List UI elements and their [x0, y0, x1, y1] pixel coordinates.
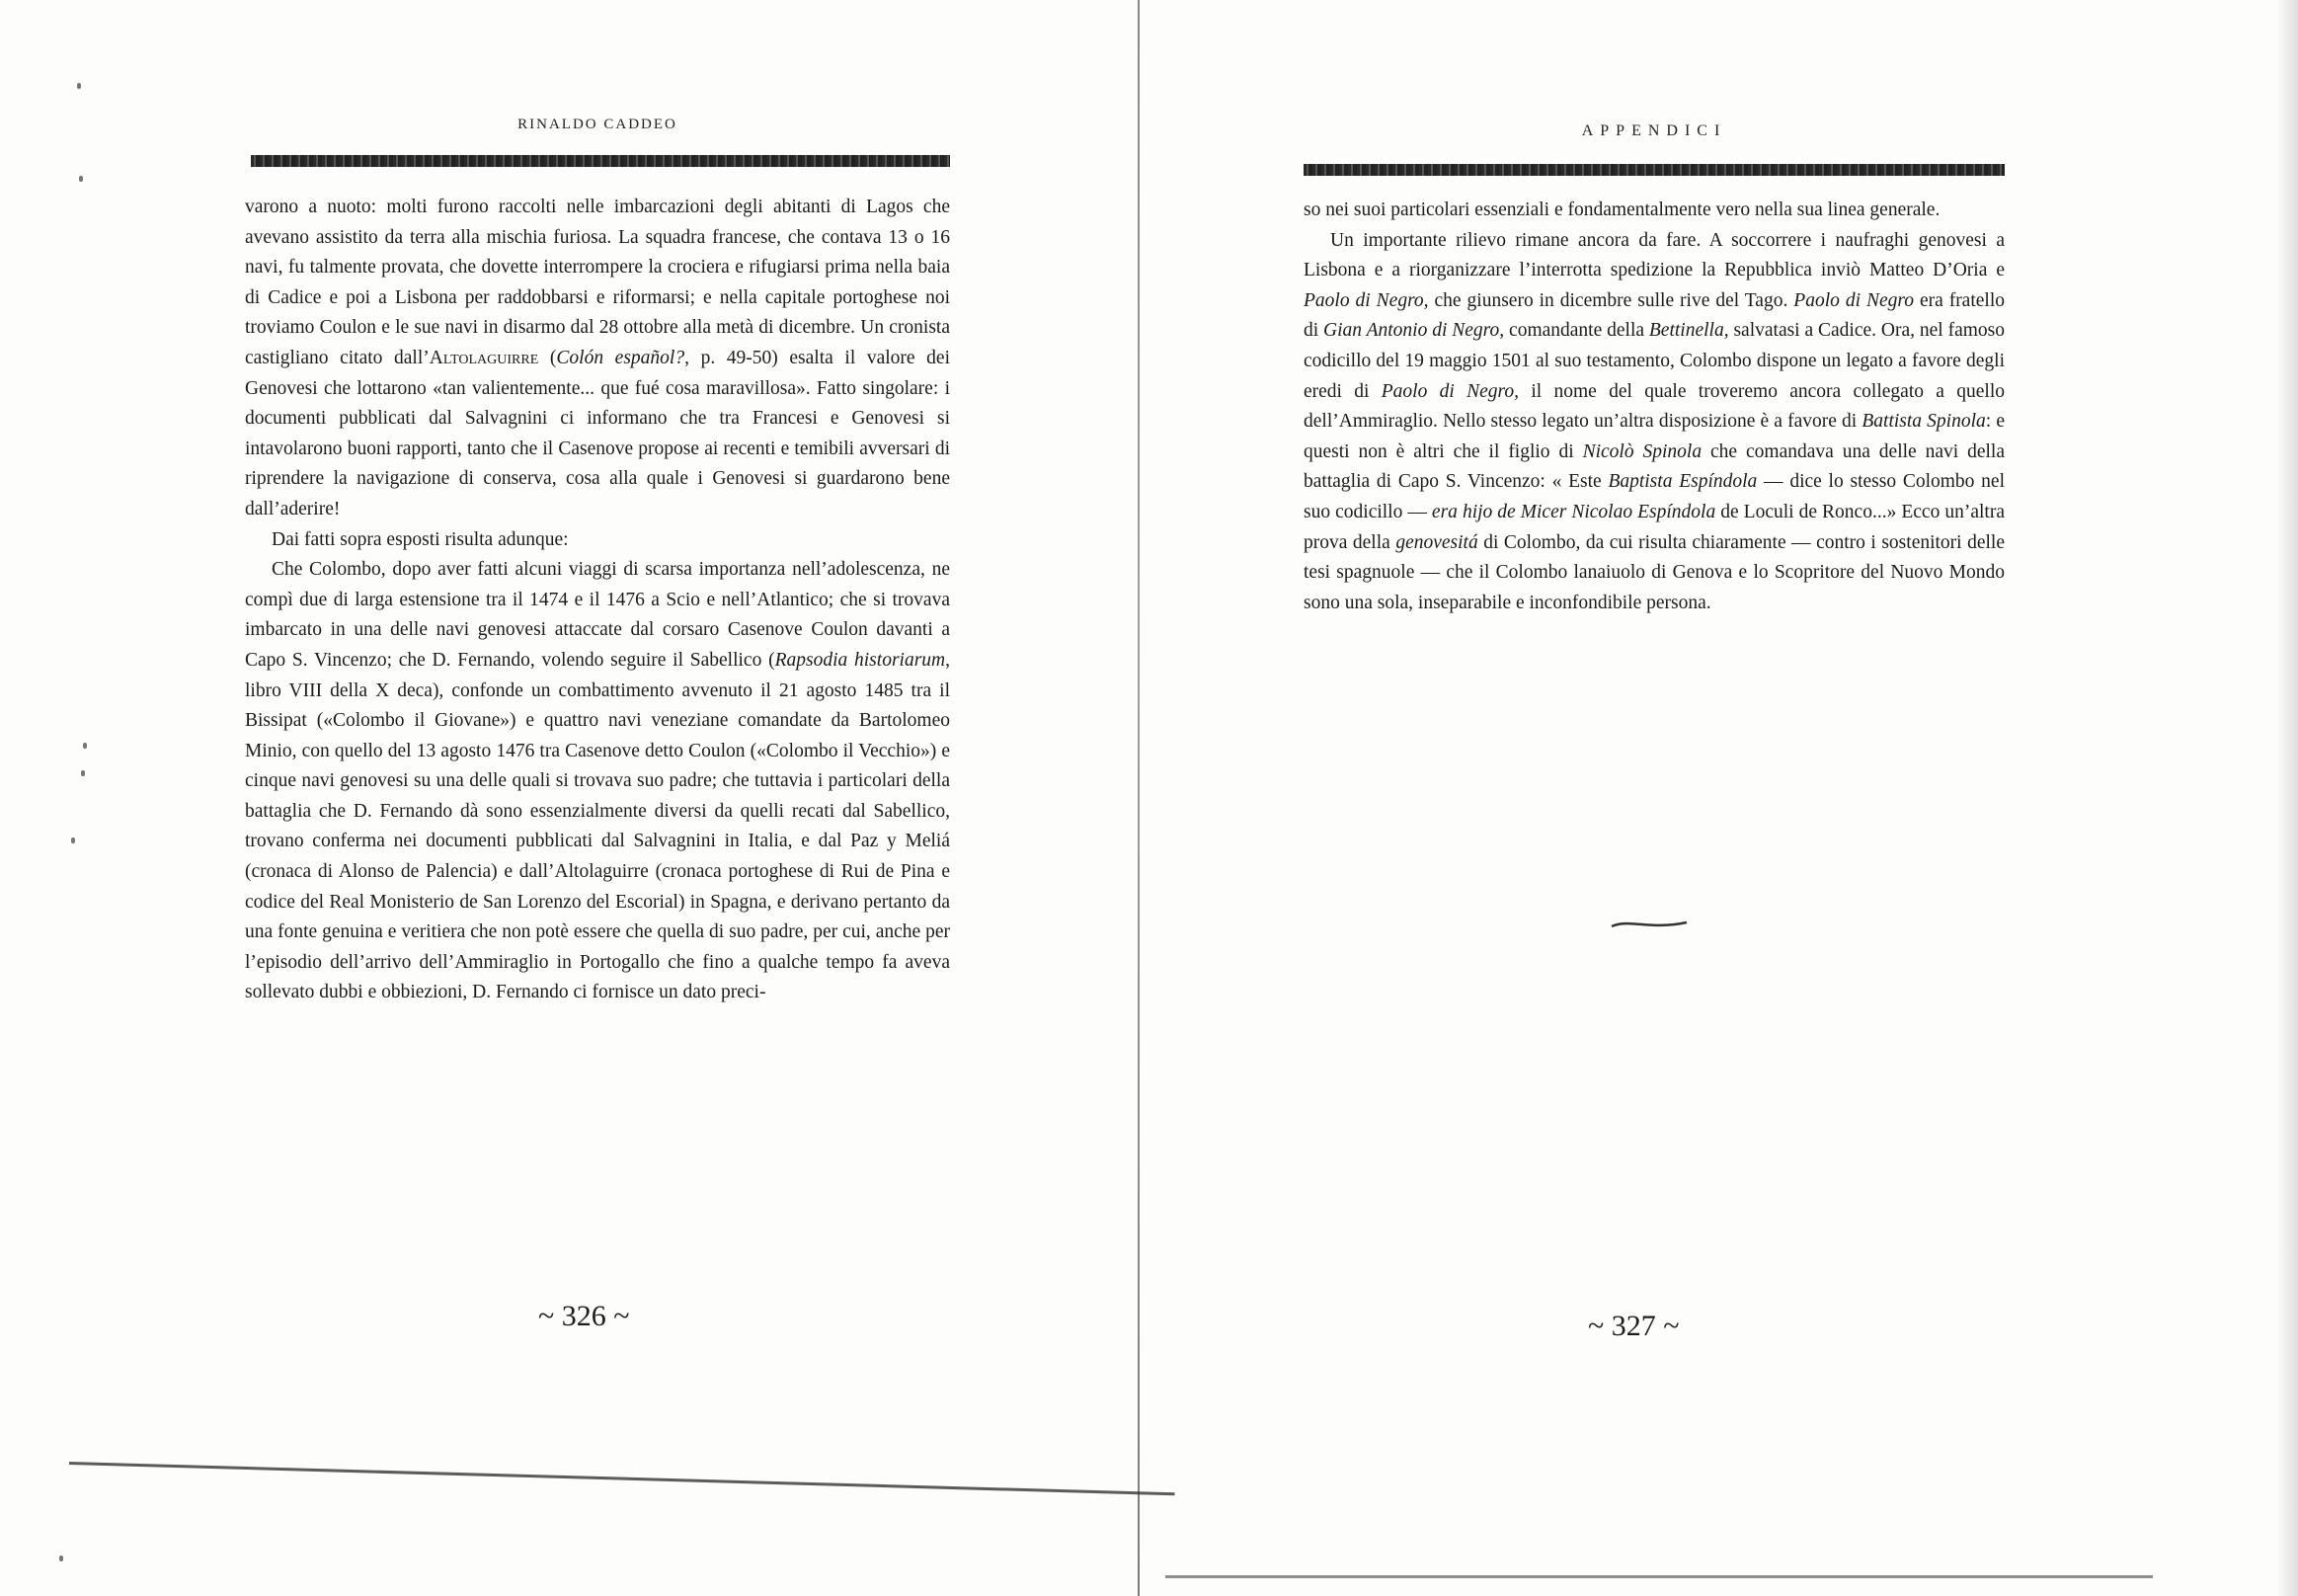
italic-text: Battista Spinola — [1862, 411, 1986, 433]
italic-text: Colón español? — [556, 347, 685, 368]
text-run: , libro VIII della X deca), confonde un combattimento avvenuto il 21 agosto 1485 tra il Bissipat («Colombo il Giovane») e quattro navi veneziane comandate da Bartolomeo Minio, con quello del 13 agosto 1476 tra Casenove detto Coulon («Colombo il Vecchio») e cinque navi genovesi su una delle quali si trovava suo padre; che tuttavia i particolari della battaglia che D. Fernando dà sono essenzialmente diversi da quelli recati dal Sabellico, trovano conferma nei documenti pubblicati dal Salvagnini in Italia, e dal Paz y Meliá (cronaca di Alonso de Palencia) e dall’Altolaguirre (cronaca portoghese di Rui de Pina e codice del Real Monisterio de San Lorenzo del Escorial) in Spagna, e derivano pertanto da una fonte genuina e veritiera che non potè essere che quella di suo padre, per cui, anche per l’episodio dell’arrivo dell’Ammiraglio in Portogallo che fino a qualche tempo fa aveva sollevato dubbi e obbiezioni, D. Fernando ci fornisce un dato preci- — [245, 649, 950, 1003]
text-run: Che Colombo, dopo aver fatti alcuni viaggi di scarsa importanza nell’adolescenza, ne compì due di larga estensione tra il 1474 e il 1476 a Scio e nell’Atlantico; che si trovava imbarcato in una delle navi genovesi attaccate dal corsaro Casenove Coulon davanti a Capo S. Vincenzo; che D. Fernando, volendo seguire il Sabellico ( — [245, 559, 950, 671]
scan-speck — [71, 838, 75, 843]
page-edge-shadow — [2276, 0, 2298, 1596]
text-run: Un importante rilievo rimane ancora da fare. A soccorrere i naufraghi genovesi a Lisbona e a riorganizzare l’interrotta spedizione la Repubblica inviò Matteo D’Oria e — [1304, 229, 2005, 281]
italic-text: Paolo di Negro — [1793, 289, 1914, 311]
right-page — [1304, 122, 2005, 618]
page-number: ~ 327 ~ — [1588, 1310, 1680, 1342]
paragraph — [245, 525, 950, 556]
text-run: comandante della — [1504, 320, 1649, 342]
text-run: de Loculi de Ronco...» Ecco un’altra prova della — [1304, 501, 2005, 553]
scan-edge-line — [1165, 1575, 2153, 1578]
text-run: salvatasi a Cadice. Ora, nel famoso codicillo del 19 maggio 1501 al suo testamento, Colombo dispone un legato a favore degli eredi di — [1304, 320, 2005, 402]
paragraph — [1304, 196, 2005, 226]
tilde-ornament — [1610, 918, 1689, 930]
scan-speck — [81, 770, 85, 776]
text-run: che comandava una delle navi della battaglia di Capo S. Vincenzo: « Este — [1304, 440, 2005, 493]
italic-text: Bettinella, — [1648, 320, 1729, 342]
text-run: : e questi non è altri che il figlio di — [1304, 411, 2005, 462]
header-rule — [251, 155, 950, 167]
book-gutter — [1138, 0, 1140, 1596]
italic-text: Rapsodia historiarum — [774, 649, 946, 671]
text-run: il nome del quale troveremo ancora collegato a quello dell’Ammiraglio. Nello stesso legato un’altra disposizione è a favore di — [1304, 380, 2006, 433]
italic-text: era hijo de Micer Nicolao Espíndola — [1431, 501, 1716, 522]
scan-edge-line — [69, 1462, 1175, 1495]
header-rule — [1304, 164, 2005, 176]
left-page — [245, 117, 950, 1008]
scan-speck — [77, 83, 81, 89]
scan-speck — [59, 1556, 63, 1561]
italic-text: Nicolò Spinola — [1582, 440, 1703, 462]
text-run: — dice lo stesso Colombo nel suo codicillo — — [1304, 471, 2005, 522]
paragraph — [1304, 226, 2005, 619]
text-run: che giunsero in dicembre sulle rive del Tago. — [1428, 289, 1794, 311]
text-run: era fratello di — [1304, 289, 2005, 342]
text-run: , p. 49-50) esalta il valore dei Genovesi che lottarono «tan valientemente... que fué cosa maravillosa». Fatto singolare: i documenti pubblicati dal Salvagnini ci informano che tra Francesi e Genovesi si intavolarono buoni rapporti, tanto che il Casenove propose ai recenti e temibili avversari di riprendere la navigazione di conserva, cosa alla quale i Genovesi si guardarono bene dall’aderire! — [245, 347, 950, 519]
paragraph — [245, 193, 950, 525]
text-run: di Colombo, da cui risulta chiaramente — contro i sostenitori delle tesi spagnuole — che il Colombo lanaiuolo di Genova e lo Scopritore del Nuovo Mondo sono una sola, inseparabile e inconfondibile persona. — [1304, 531, 2005, 613]
text-run: so nei suoi particolari essenziali e fondamentalmente vero nella sua linea generale. — [1304, 200, 1941, 220]
running-header: APPENDICI — [1581, 122, 1727, 139]
scan-speck — [83, 743, 87, 749]
italic-text: Baptista Espíndola — [1608, 471, 1758, 493]
italic-text: Paolo di Negro, — [1381, 380, 1520, 402]
page-number: ~ 326 ~ — [538, 1300, 630, 1332]
paragraph — [245, 555, 950, 1008]
italic-text: Paolo di Negro, — [1304, 289, 1429, 311]
text-run: Dai fatti sopra esposti risulta adunque: — [272, 528, 569, 550]
page-body — [245, 193, 950, 1008]
small-caps-text: Altolaguirre — [429, 347, 539, 368]
running-header: RINALDO CADDEO — [517, 117, 677, 132]
text-run: ( — [538, 347, 557, 368]
text-run: varono a nuoto: molti furono raccolti nelle imbarcazioni degli abitanti di Lagos che avevano assistito da terra alla mischia furiosa. La squadra francese, che contava 13 o 16 navi, fu talmente provata, che dovette interrompere la crociera e rifugiarsi prima nella baia di Cadice e poi a Lisbona per raddobbarsi e riformarsi; e nella capitale portoghese noi troviamo Coulon e le sue navi in disarmo dal 28 ottobre alla metà di dicembre. Un cronista castigliano citato dall’ — [245, 197, 950, 368]
page-body — [1304, 196, 2005, 618]
italic-text: genovesitá — [1395, 531, 1478, 553]
scan-speck — [79, 176, 83, 182]
italic-text: Gian Antonio di Negro, — [1323, 320, 1505, 342]
